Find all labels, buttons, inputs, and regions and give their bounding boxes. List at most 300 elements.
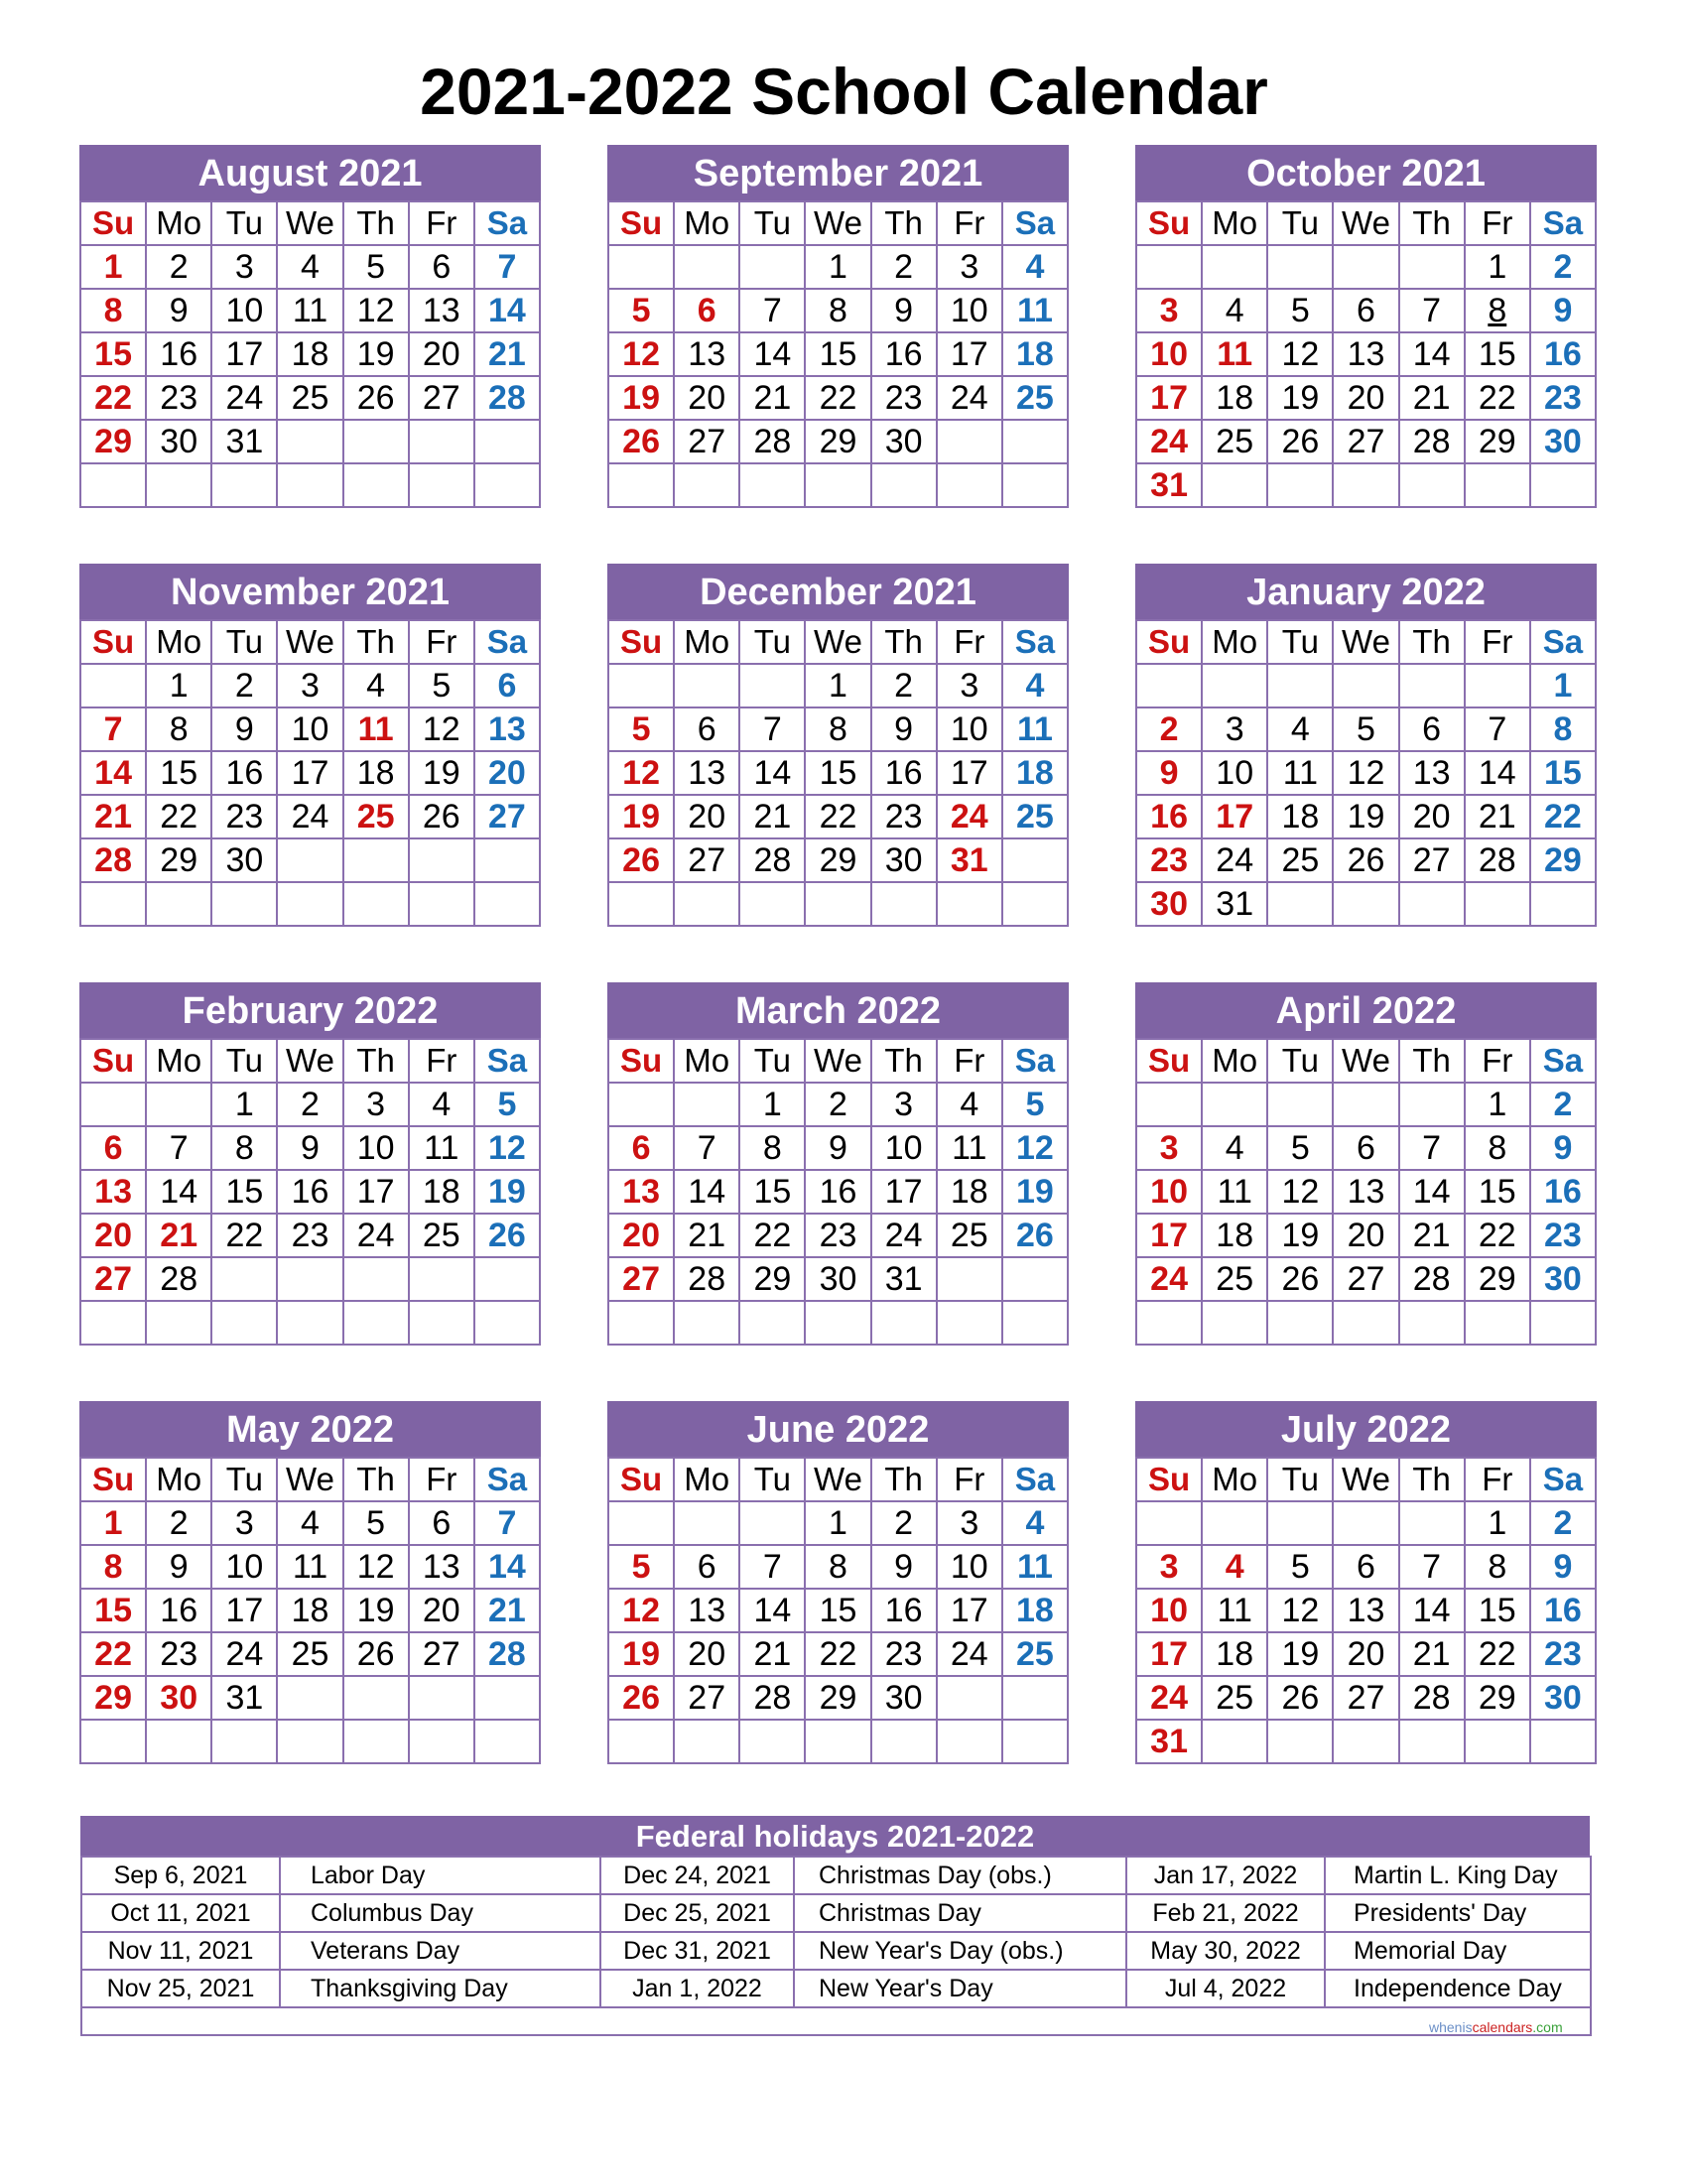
empty-cell bbox=[739, 463, 805, 507]
day-cell: 16 bbox=[146, 332, 211, 376]
day-cell: 28 bbox=[146, 1257, 211, 1301]
day-cell: 8 bbox=[805, 1545, 870, 1589]
day-cell: 6 bbox=[1333, 1126, 1398, 1170]
watermark-part: whenis bbox=[1429, 2019, 1473, 2035]
day-cell: 4 bbox=[1002, 245, 1068, 289]
day-cell: 1 bbox=[805, 1501, 870, 1545]
holiday-row bbox=[81, 1932, 1591, 1970]
page-title: 2021-2022 School Calendar bbox=[420, 55, 1268, 128]
empty-cell bbox=[474, 1676, 540, 1720]
day-cell: 7 bbox=[1465, 707, 1530, 751]
weekday-header: Mo bbox=[674, 620, 739, 664]
day-cell: 19 bbox=[608, 1632, 674, 1676]
day-cell: 1 bbox=[805, 245, 870, 289]
watermark-part: calendars bbox=[1472, 2019, 1533, 2035]
day-cell: 23 bbox=[1530, 376, 1596, 420]
day-cell: 2 bbox=[1530, 1501, 1596, 1545]
day-cell: 10 bbox=[937, 1545, 1002, 1589]
empty-cell bbox=[409, 1720, 474, 1763]
day-cell: 6 bbox=[608, 1126, 674, 1170]
day-cell: 26 bbox=[608, 1676, 674, 1720]
day-cell: 17 bbox=[1136, 1632, 1202, 1676]
day-cell: 13 bbox=[409, 289, 474, 332]
day-cell: 16 bbox=[1136, 795, 1202, 838]
day-cell: 17 bbox=[937, 751, 1002, 795]
day-cell: 21 bbox=[1399, 1632, 1465, 1676]
day-cell: 24 bbox=[1136, 1676, 1202, 1720]
day-cell: 16 bbox=[871, 332, 937, 376]
weekday-header: Fr bbox=[1465, 1039, 1530, 1083]
holiday-name: Christmas Day bbox=[794, 1894, 1126, 1932]
day-cell: 21 bbox=[474, 1589, 540, 1632]
month-header: September 2021 bbox=[607, 145, 1069, 200]
day-cell: 11 bbox=[1002, 289, 1068, 332]
day-cell: 31 bbox=[1202, 882, 1267, 926]
day-cell: 6 bbox=[409, 1501, 474, 1545]
day-cell: 6 bbox=[1333, 1545, 1398, 1589]
day-cell: 6 bbox=[409, 245, 474, 289]
day-cell: 4 bbox=[1267, 707, 1333, 751]
month-calendar bbox=[607, 1401, 1069, 1764]
empty-cell bbox=[1267, 1301, 1333, 1345]
day-cell: 17 bbox=[1202, 795, 1267, 838]
day-cell: 21 bbox=[674, 1214, 739, 1257]
day-cell: 9 bbox=[277, 1126, 342, 1170]
day-cell: 29 bbox=[805, 1676, 870, 1720]
weekday-header: Fr bbox=[1465, 620, 1530, 664]
day-cell: 29 bbox=[805, 420, 870, 463]
day-cell: 15 bbox=[739, 1170, 805, 1214]
empty-cell bbox=[277, 463, 342, 507]
holiday-date: Nov 25, 2021 bbox=[81, 1970, 280, 2007]
month-calendar bbox=[607, 145, 1069, 508]
day-cell: 28 bbox=[474, 1632, 540, 1676]
holiday-row bbox=[81, 1970, 1591, 2007]
day-cell: 11 bbox=[409, 1126, 474, 1170]
day-cell: 8 bbox=[146, 707, 211, 751]
empty-cell bbox=[1399, 1501, 1465, 1545]
holiday-name: Presidents' Day bbox=[1325, 1894, 1591, 1932]
day-cell: 20 bbox=[674, 795, 739, 838]
empty-cell bbox=[1333, 1083, 1398, 1126]
day-cell: 19 bbox=[343, 1589, 409, 1632]
empty-cell bbox=[608, 1501, 674, 1545]
day-cell: 16 bbox=[1530, 1170, 1596, 1214]
empty-cell bbox=[277, 1301, 342, 1345]
day-cell: 8 bbox=[211, 1126, 277, 1170]
day-cell: 22 bbox=[739, 1214, 805, 1257]
day-cell: 7 bbox=[1399, 1545, 1465, 1589]
day-cell: 28 bbox=[739, 838, 805, 882]
day-cell: 12 bbox=[1267, 1589, 1333, 1632]
day-cell: 1 bbox=[1465, 1083, 1530, 1126]
empty-cell bbox=[1465, 664, 1530, 707]
holiday-date: Dec 24, 2021 bbox=[600, 1857, 794, 1894]
day-cell: 8 bbox=[80, 1545, 146, 1589]
day-cell: 12 bbox=[1333, 751, 1398, 795]
empty-cell bbox=[211, 1720, 277, 1763]
holiday-name: Veterans Day bbox=[280, 1932, 600, 1970]
day-cell: 15 bbox=[805, 751, 870, 795]
day-cell: 18 bbox=[1202, 1632, 1267, 1676]
day-cell: 19 bbox=[1267, 1632, 1333, 1676]
empty-cell bbox=[1399, 1083, 1465, 1126]
day-cell: 21 bbox=[739, 1632, 805, 1676]
holiday-name: New Year's Day (obs.) bbox=[794, 1932, 1126, 1970]
day-cell: 3 bbox=[937, 245, 1002, 289]
day-cell: 28 bbox=[739, 420, 805, 463]
empty-cell bbox=[1465, 463, 1530, 507]
empty-cell bbox=[1002, 1676, 1068, 1720]
day-cell: 20 bbox=[1399, 795, 1465, 838]
empty-cell bbox=[1202, 1301, 1267, 1345]
month-header: May 2022 bbox=[79, 1401, 541, 1457]
weekday-header: Fr bbox=[937, 1039, 1002, 1083]
empty-cell bbox=[1202, 1083, 1267, 1126]
day-cell: 19 bbox=[608, 795, 674, 838]
day-cell: 26 bbox=[608, 420, 674, 463]
empty-cell bbox=[343, 463, 409, 507]
day-cell: 17 bbox=[937, 1589, 1002, 1632]
day-cell: 31 bbox=[1136, 1720, 1202, 1763]
day-cell: 24 bbox=[937, 376, 1002, 420]
day-cell: 13 bbox=[1333, 1170, 1398, 1214]
day-cell: 19 bbox=[1267, 376, 1333, 420]
empty-cell bbox=[343, 1720, 409, 1763]
day-cell: 18 bbox=[1267, 795, 1333, 838]
day-cell: 6 bbox=[674, 1545, 739, 1589]
empty-cell bbox=[1465, 1301, 1530, 1345]
holiday-date: Jul 4, 2022 bbox=[1126, 1970, 1325, 2007]
day-cell: 5 bbox=[608, 1545, 674, 1589]
day-cell: 9 bbox=[1530, 1545, 1596, 1589]
day-cell: 21 bbox=[739, 376, 805, 420]
day-cell: 9 bbox=[211, 707, 277, 751]
weekday-header: Su bbox=[1136, 201, 1202, 245]
day-cell: 7 bbox=[146, 1126, 211, 1170]
day-cell: 25 bbox=[1002, 795, 1068, 838]
empty-cell bbox=[1267, 1501, 1333, 1545]
empty-cell bbox=[1267, 245, 1333, 289]
day-cell: 16 bbox=[871, 1589, 937, 1632]
empty-cell bbox=[1267, 463, 1333, 507]
day-cell: 27 bbox=[674, 838, 739, 882]
month-table bbox=[1135, 1038, 1597, 1346]
weekday-header: Su bbox=[80, 620, 146, 664]
day-cell: 26 bbox=[474, 1214, 540, 1257]
day-cell: 24 bbox=[277, 795, 342, 838]
day-cell: 22 bbox=[805, 795, 870, 838]
day-cell: 23 bbox=[805, 1214, 870, 1257]
day-cell: 25 bbox=[1202, 420, 1267, 463]
day-cell: 20 bbox=[80, 1214, 146, 1257]
empty-cell bbox=[474, 838, 540, 882]
holiday-date: Jan 1, 2022 bbox=[600, 1970, 794, 2007]
day-cell: 13 bbox=[674, 751, 739, 795]
day-cell: 11 bbox=[277, 1545, 342, 1589]
day-cell: 24 bbox=[1202, 838, 1267, 882]
day-cell: 16 bbox=[1530, 1589, 1596, 1632]
empty-cell bbox=[474, 420, 540, 463]
day-cell: 26 bbox=[1267, 420, 1333, 463]
day-cell: 18 bbox=[1002, 1589, 1068, 1632]
day-cell: 26 bbox=[1002, 1214, 1068, 1257]
day-cell: 3 bbox=[937, 1501, 1002, 1545]
empty-cell bbox=[277, 420, 342, 463]
empty-cell bbox=[608, 1083, 674, 1126]
day-cell: 29 bbox=[146, 838, 211, 882]
weekday-header: Mo bbox=[146, 1039, 211, 1083]
day-cell: 18 bbox=[1002, 332, 1068, 376]
day-cell: 17 bbox=[343, 1170, 409, 1214]
empty-cell bbox=[409, 882, 474, 926]
day-cell: 5 bbox=[608, 707, 674, 751]
day-cell: 21 bbox=[1465, 795, 1530, 838]
day-cell: 11 bbox=[277, 289, 342, 332]
day-cell: 24 bbox=[871, 1214, 937, 1257]
weekday-header: Fr bbox=[1465, 201, 1530, 245]
day-cell: 16 bbox=[805, 1170, 870, 1214]
empty-cell bbox=[1333, 882, 1398, 926]
day-cell: 18 bbox=[1202, 376, 1267, 420]
day-cell: 11 bbox=[1202, 1589, 1267, 1632]
day-cell: 2 bbox=[277, 1083, 342, 1126]
weekday-header: Sa bbox=[1530, 1458, 1596, 1501]
holiday-date: Jan 17, 2022 bbox=[1126, 1857, 1325, 1894]
weekday-header: We bbox=[277, 620, 342, 664]
empty-cell bbox=[608, 664, 674, 707]
day-cell: 7 bbox=[474, 1501, 540, 1545]
empty-cell bbox=[674, 664, 739, 707]
empty-cell bbox=[277, 1257, 342, 1301]
day-cell: 14 bbox=[739, 751, 805, 795]
holiday-name: Independence Day bbox=[1325, 1970, 1591, 2007]
federal-holidays bbox=[80, 1816, 1590, 2036]
day-cell: 20 bbox=[1333, 1632, 1398, 1676]
day-cell: 31 bbox=[937, 838, 1002, 882]
day-cell: 22 bbox=[805, 376, 870, 420]
weekday-header: Fr bbox=[937, 1458, 1002, 1501]
holiday-date: Oct 11, 2021 bbox=[81, 1894, 280, 1932]
day-cell: 28 bbox=[1399, 1257, 1465, 1301]
empty-cell bbox=[674, 1301, 739, 1345]
month-table bbox=[607, 200, 1069, 508]
day-cell: 6 bbox=[474, 664, 540, 707]
empty-cell bbox=[739, 1501, 805, 1545]
day-cell: 20 bbox=[674, 1632, 739, 1676]
weekday-header: Tu bbox=[211, 201, 277, 245]
weekday-header: Tu bbox=[739, 1039, 805, 1083]
day-cell: 12 bbox=[1267, 332, 1333, 376]
empty-cell bbox=[211, 1257, 277, 1301]
day-cell: 29 bbox=[80, 420, 146, 463]
empty-cell bbox=[1267, 1083, 1333, 1126]
watermark bbox=[1429, 2019, 1563, 2035]
empty-cell bbox=[343, 1257, 409, 1301]
day-cell: 2 bbox=[871, 1501, 937, 1545]
day-cell: 24 bbox=[211, 376, 277, 420]
day-cell: 30 bbox=[211, 838, 277, 882]
day-cell: 11 bbox=[937, 1126, 1002, 1170]
day-cell: 22 bbox=[80, 376, 146, 420]
month-table bbox=[79, 1038, 541, 1346]
empty-cell bbox=[674, 463, 739, 507]
day-cell: 13 bbox=[1333, 332, 1398, 376]
day-cell: 23 bbox=[146, 376, 211, 420]
empty-cell bbox=[608, 882, 674, 926]
day-cell: 8 bbox=[1465, 289, 1530, 332]
empty-cell bbox=[1202, 1720, 1267, 1763]
holiday-date: Dec 31, 2021 bbox=[600, 1932, 794, 1970]
day-cell: 20 bbox=[608, 1214, 674, 1257]
day-cell: 25 bbox=[1267, 838, 1333, 882]
day-cell: 19 bbox=[1333, 795, 1398, 838]
day-cell: 9 bbox=[871, 707, 937, 751]
day-cell: 17 bbox=[211, 332, 277, 376]
weekday-header: Mo bbox=[146, 620, 211, 664]
day-cell: 15 bbox=[805, 1589, 870, 1632]
empty-cell bbox=[474, 1257, 540, 1301]
empty-cell bbox=[674, 1501, 739, 1545]
day-cell: 1 bbox=[739, 1083, 805, 1126]
empty-cell bbox=[146, 463, 211, 507]
day-cell: 2 bbox=[871, 245, 937, 289]
day-cell: 4 bbox=[343, 664, 409, 707]
day-cell: 5 bbox=[343, 245, 409, 289]
day-cell: 10 bbox=[277, 707, 342, 751]
empty-cell bbox=[80, 1301, 146, 1345]
empty-cell bbox=[1333, 1501, 1398, 1545]
empty-cell bbox=[1202, 245, 1267, 289]
day-cell: 16 bbox=[277, 1170, 342, 1214]
day-cell: 16 bbox=[1530, 332, 1596, 376]
weekday-header: Sa bbox=[1002, 1458, 1068, 1501]
empty-cell bbox=[343, 838, 409, 882]
day-cell: 14 bbox=[674, 1170, 739, 1214]
day-cell: 23 bbox=[871, 795, 937, 838]
day-cell: 1 bbox=[80, 245, 146, 289]
empty-cell bbox=[937, 1301, 1002, 1345]
month-calendar bbox=[607, 564, 1069, 927]
empty-cell bbox=[146, 1301, 211, 1345]
empty-cell bbox=[1399, 463, 1465, 507]
day-cell: 28 bbox=[474, 376, 540, 420]
day-cell: 20 bbox=[674, 376, 739, 420]
day-cell: 2 bbox=[805, 1083, 870, 1126]
day-cell: 30 bbox=[805, 1257, 870, 1301]
empty-cell bbox=[409, 1676, 474, 1720]
day-cell: 3 bbox=[211, 245, 277, 289]
day-cell: 19 bbox=[409, 751, 474, 795]
empty-cell bbox=[1267, 664, 1333, 707]
day-cell: 15 bbox=[211, 1170, 277, 1214]
month-calendar bbox=[1135, 1401, 1597, 1764]
day-cell: 9 bbox=[1530, 289, 1596, 332]
day-cell: 2 bbox=[146, 1501, 211, 1545]
day-cell: 22 bbox=[211, 1214, 277, 1257]
empty-cell bbox=[211, 1301, 277, 1345]
empty-cell bbox=[608, 245, 674, 289]
weekday-header: Th bbox=[871, 1458, 937, 1501]
day-cell: 10 bbox=[871, 1126, 937, 1170]
day-cell: 5 bbox=[1267, 1126, 1333, 1170]
empty-cell bbox=[211, 882, 277, 926]
empty-cell bbox=[805, 1301, 870, 1345]
empty-cell bbox=[937, 463, 1002, 507]
day-cell: 6 bbox=[80, 1126, 146, 1170]
day-cell: 18 bbox=[937, 1170, 1002, 1214]
day-cell: 29 bbox=[805, 838, 870, 882]
empty-cell bbox=[277, 838, 342, 882]
empty-cell bbox=[1333, 664, 1398, 707]
holiday-date: Dec 25, 2021 bbox=[600, 1894, 794, 1932]
day-cell: 29 bbox=[80, 1676, 146, 1720]
empty-cell bbox=[1333, 463, 1398, 507]
day-cell: 20 bbox=[474, 751, 540, 795]
day-cell: 14 bbox=[80, 751, 146, 795]
weekday-header: Mo bbox=[1202, 620, 1267, 664]
day-cell: 12 bbox=[1267, 1170, 1333, 1214]
day-cell: 12 bbox=[409, 707, 474, 751]
empty-cell bbox=[1530, 1301, 1596, 1345]
day-cell: 28 bbox=[674, 1257, 739, 1301]
day-cell: 24 bbox=[211, 1632, 277, 1676]
day-cell: 28 bbox=[1399, 1676, 1465, 1720]
day-cell: 29 bbox=[739, 1257, 805, 1301]
holiday-row bbox=[81, 1857, 1591, 1894]
day-cell: 8 bbox=[805, 289, 870, 332]
day-cell: 18 bbox=[277, 1589, 342, 1632]
empty-cell bbox=[739, 882, 805, 926]
weekday-header: Sa bbox=[1530, 1039, 1596, 1083]
empty-cell bbox=[871, 1301, 937, 1345]
day-cell: 18 bbox=[343, 751, 409, 795]
day-cell: 25 bbox=[409, 1214, 474, 1257]
day-cell: 7 bbox=[739, 1545, 805, 1589]
day-cell: 29 bbox=[1530, 838, 1596, 882]
day-cell: 31 bbox=[1136, 463, 1202, 507]
day-cell: 3 bbox=[1136, 1126, 1202, 1170]
day-cell: 11 bbox=[1202, 332, 1267, 376]
weekday-header: Su bbox=[608, 201, 674, 245]
weekday-header: Tu bbox=[1267, 1458, 1333, 1501]
weekday-header: Mo bbox=[674, 1458, 739, 1501]
day-cell: 8 bbox=[1465, 1545, 1530, 1589]
day-cell: 3 bbox=[871, 1083, 937, 1126]
day-cell: 26 bbox=[343, 376, 409, 420]
day-cell: 22 bbox=[1465, 376, 1530, 420]
weekday-header: Mo bbox=[1202, 201, 1267, 245]
day-cell: 14 bbox=[739, 332, 805, 376]
empty-cell bbox=[1267, 882, 1333, 926]
day-cell: 27 bbox=[409, 1632, 474, 1676]
day-cell: 30 bbox=[871, 838, 937, 882]
day-cell: 19 bbox=[1002, 1170, 1068, 1214]
day-cell: 30 bbox=[871, 420, 937, 463]
day-cell: 1 bbox=[1465, 245, 1530, 289]
weekday-header: Su bbox=[1136, 1039, 1202, 1083]
day-cell: 9 bbox=[871, 289, 937, 332]
weekday-header: Mo bbox=[1202, 1458, 1267, 1501]
weekday-header: Tu bbox=[739, 1458, 805, 1501]
weekday-header: Tu bbox=[1267, 201, 1333, 245]
weekday-header: We bbox=[805, 1458, 870, 1501]
empty-cell bbox=[739, 664, 805, 707]
day-cell: 25 bbox=[1002, 376, 1068, 420]
weekday-header: We bbox=[277, 1039, 342, 1083]
weekday-header: Su bbox=[80, 1458, 146, 1501]
day-cell: 17 bbox=[211, 1589, 277, 1632]
